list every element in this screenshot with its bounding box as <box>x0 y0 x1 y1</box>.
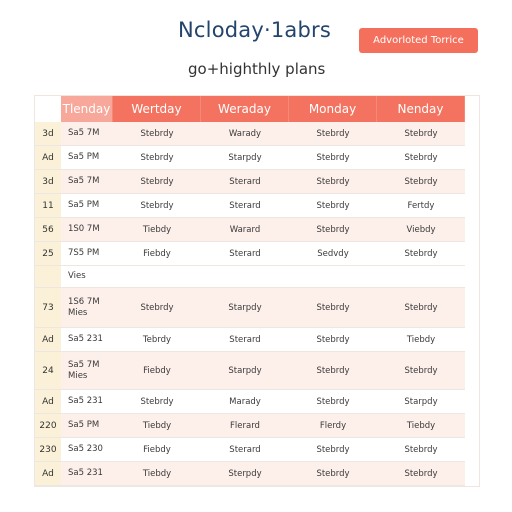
row-cell-3: Stebrdy <box>289 462 377 486</box>
row-cell-2: Marady <box>201 390 289 414</box>
row-cell-3: Stebrdy <box>289 146 377 170</box>
row-time: Vies <box>61 266 113 288</box>
row-cell-1: Tiebdy <box>113 414 201 438</box>
page-title: Ncloday·1abrs <box>178 18 331 42</box>
row-number: 24 <box>35 352 61 390</box>
row-time: 1S0 7M <box>61 218 113 242</box>
row-time: Sa5 PM <box>61 146 113 170</box>
page-subtitle: go+highthly plans <box>188 60 326 78</box>
row-number: 230 <box>35 438 61 462</box>
row-cell-2: Flerard <box>201 414 289 438</box>
row-cell-3: Stebrdy <box>289 288 377 328</box>
schedule-table <box>34 95 480 487</box>
row-number: 25 <box>35 242 61 266</box>
row-cell-1: Tiebdy <box>113 462 201 486</box>
schedule-grid <box>35 96 465 486</box>
row-cell-1: Stebrdy <box>113 288 201 328</box>
row-cell-4: Stebrdy <box>377 146 465 170</box>
column-header-5[interactable]: Nenday <box>377 96 465 122</box>
row-cell-1: Tebrdy <box>113 328 201 352</box>
row-time: 7S5 PM <box>61 242 113 266</box>
column-header-2[interactable]: Wertday <box>113 96 201 122</box>
row-cell-4: Stebrdy <box>377 242 465 266</box>
row-number: Ad <box>35 462 61 486</box>
row-cell-4 <box>377 266 465 288</box>
row-cell-2: Starpdy <box>201 288 289 328</box>
row-cell-1: Stebrdy <box>113 146 201 170</box>
row-cell-3: Stebrdy <box>289 328 377 352</box>
row-time: 1S6 7M Mies <box>61 288 113 328</box>
row-cell-2: Sterard <box>201 170 289 194</box>
row-cell-1: Fiebdy <box>113 352 201 390</box>
row-cell-4: Stebrdy <box>377 438 465 462</box>
row-cell-4: Starpdy <box>377 390 465 414</box>
row-cell-3: Stebrdy <box>289 170 377 194</box>
row-cell-3: Stebrdy <box>289 122 377 146</box>
row-cell-3: Stebrdy <box>289 194 377 218</box>
row-number: 220 <box>35 414 61 438</box>
row-cell-1: Fiebdy <box>113 438 201 462</box>
row-cell-2: Sterard <box>201 438 289 462</box>
row-cell-2: Starpdy <box>201 146 289 170</box>
row-number: Ad <box>35 146 61 170</box>
row-number: Ad <box>35 328 61 352</box>
row-cell-4: Stebrdy <box>377 122 465 146</box>
advanced-button[interactable]: Advorloted Torrice <box>359 28 478 53</box>
row-time: Sa5 231 <box>61 462 113 486</box>
row-cell-4: Tiebdy <box>377 328 465 352</box>
row-cell-2: Warard <box>201 218 289 242</box>
row-cell-1: Stebrdy <box>113 170 201 194</box>
row-cell-1: Stebrdy <box>113 390 201 414</box>
row-number <box>35 266 61 288</box>
column-header-3[interactable]: Weraday <box>201 96 289 122</box>
row-cell-4: Stebrdy <box>377 170 465 194</box>
row-cell-2: Sterard <box>201 194 289 218</box>
row-time: Sa5 PM <box>61 194 113 218</box>
row-cell-2 <box>201 266 289 288</box>
row-cell-1: Tiebdy <box>113 218 201 242</box>
row-cell-3: Flerdy <box>289 414 377 438</box>
column-header-4[interactable]: Monday <box>289 96 377 122</box>
row-cell-4: Fertdy <box>377 194 465 218</box>
row-cell-4: Stebrdy <box>377 288 465 328</box>
row-cell-3: Stebrdy <box>289 390 377 414</box>
row-cell-2: Sterard <box>201 328 289 352</box>
row-time: Sa5 7M <box>61 122 113 146</box>
row-time: Sa5 230 <box>61 438 113 462</box>
row-cell-2: Starpdy <box>201 352 289 390</box>
row-cell-2: Warady <box>201 122 289 146</box>
row-cell-1: Stebrdy <box>113 194 201 218</box>
row-time: Sa5 231 <box>61 390 113 414</box>
row-cell-3: Stebrdy <box>289 218 377 242</box>
row-number: 3d <box>35 170 61 194</box>
row-time: Sa5 231 <box>61 328 113 352</box>
row-number: 11 <box>35 194 61 218</box>
column-header-1[interactable]: Tlenday <box>61 96 113 122</box>
row-cell-1: Fiebdy <box>113 242 201 266</box>
row-time: Sa5 7M <box>61 170 113 194</box>
row-number: 3d <box>35 122 61 146</box>
row-cell-4: Stebrdy <box>377 352 465 390</box>
row-cell-3 <box>289 266 377 288</box>
row-number: 56 <box>35 218 61 242</box>
row-time: Sa5 PM <box>61 414 113 438</box>
row-cell-3: Stebrdy <box>289 352 377 390</box>
row-cell-4: Stebrdy <box>377 462 465 486</box>
column-header-index <box>35 96 61 122</box>
row-cell-2: Sterpdy <box>201 462 289 486</box>
row-cell-1: Stebrdy <box>113 122 201 146</box>
row-cell-3: Stebrdy <box>289 438 377 462</box>
row-cell-1 <box>113 266 201 288</box>
row-cell-2: Sterard <box>201 242 289 266</box>
row-cell-3: Sedvdy <box>289 242 377 266</box>
row-cell-4: Viebdy <box>377 218 465 242</box>
row-time: Sa5 7M Mies <box>61 352 113 390</box>
row-number: Ad <box>35 390 61 414</box>
row-number: 73 <box>35 288 61 328</box>
row-cell-4: Tiebdy <box>377 414 465 438</box>
